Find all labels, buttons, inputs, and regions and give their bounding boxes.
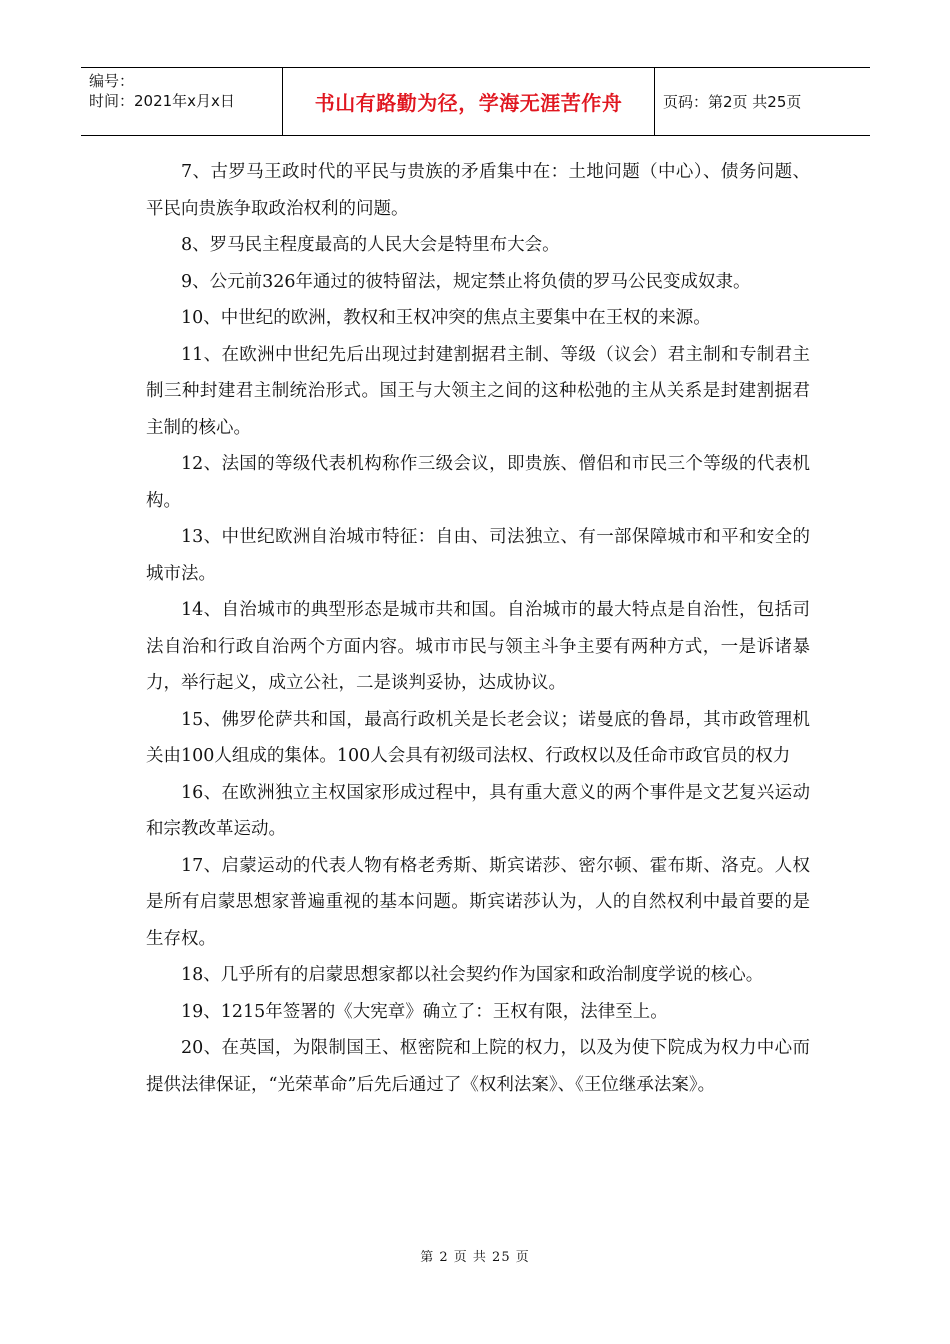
paragraph-11: 11、在欧洲中世纪先后出现过封建割据君主制、等级（议会）君主制和专制君主制三种封建君主制统治形式。国王与大领主之间的这种松弛的主从关系是封建割据君主制的核心。 xyxy=(146,344,810,438)
document-date-label: 时间：2021年x月x日 xyxy=(89,92,235,110)
paragraph-15: 15、佛罗伦萨共和国，最高行政机关是长老会议；诺曼底的鲁昂，其市政管理机关由100人组成的集体。100人会具有初级司法权、行政权以及任命市政官员的权力 xyxy=(146,709,810,766)
paragraph-14: 14、自治城市的典型形态是城市共和国。自治城市的最大特点是自治性，包括司法自治和行政自治两个方面内容。城市市民与领主斗争主要有两种方式，一是诉诸暴力，举行起义，成立公社，二是谈判妥协，达成协议。 xyxy=(146,600,810,693)
header-meta-cell xyxy=(81,68,283,135)
header-motto: 书山有路勤为径，学海无涯苦作舟 xyxy=(283,68,655,135)
paragraph-12: 12、法国的等级代表机构称作三级会议，即贵族、僧侣和市民三个等级的代表机构。 xyxy=(146,454,810,511)
paragraph-10: 10、中世纪的欧洲，教权和王权冲突的焦点主要集中在王权的来源。 xyxy=(181,308,711,328)
paragraph-7: 7、古罗马王政时代的平民与贵族的矛盾集中在：土地问题（中心）、债务问题、平民向贵族争取政治权利的问题。 xyxy=(146,162,810,219)
page-footer: 第 2 页 共 25 页 xyxy=(420,1250,530,1265)
paragraph-16: 16、在欧洲独立主权国家形成过程中，具有重大意义的两个事件是文艺复兴运动和宗教改革运动。 xyxy=(146,782,810,839)
paragraph-20: 20、在英国，为限制国王、枢密院和上院的权力，以及为使下院成为权力中心而提供法律保证，“光荣革命”后先后通过了《权利法案》、《王位继承法案》。 xyxy=(146,1038,810,1095)
paragraph-8: 8、罗马民主程度最高的人民大会是特里布大会。 xyxy=(181,235,560,255)
paragraph-18: 18、几乎所有的启蒙思想家都以社会契约作为国家和政治制度学说的核心。 xyxy=(181,965,764,985)
document-body xyxy=(146,154,810,1103)
paragraph-19: 19、1215年签署的《大宪章》确立了：王权有限，法律至上。 xyxy=(181,1001,668,1022)
paragraph-17: 17、启蒙运动的代表人物有格老秀斯、斯宾诺莎、密尔顿、霍布斯、洛克。人权是所有启蒙思想家普遍重视的基本问题。斯宾诺莎认为，人的自然权利中最首要的是生存权。 xyxy=(146,855,810,949)
header-page-info: 页码：第2页 共25页 xyxy=(663,93,802,111)
paragraph-13: 13、中世纪欧洲自治城市特征：自由、司法独立、有一部保障城市和平和安全的城市法。 xyxy=(146,527,810,584)
document-header xyxy=(81,67,870,136)
document-number-label: 编号： xyxy=(89,72,135,90)
paragraph-9: 9、公元前326年通过的彼特留法，规定禁止将负债的罗马公民变成奴隶。 xyxy=(181,271,751,292)
